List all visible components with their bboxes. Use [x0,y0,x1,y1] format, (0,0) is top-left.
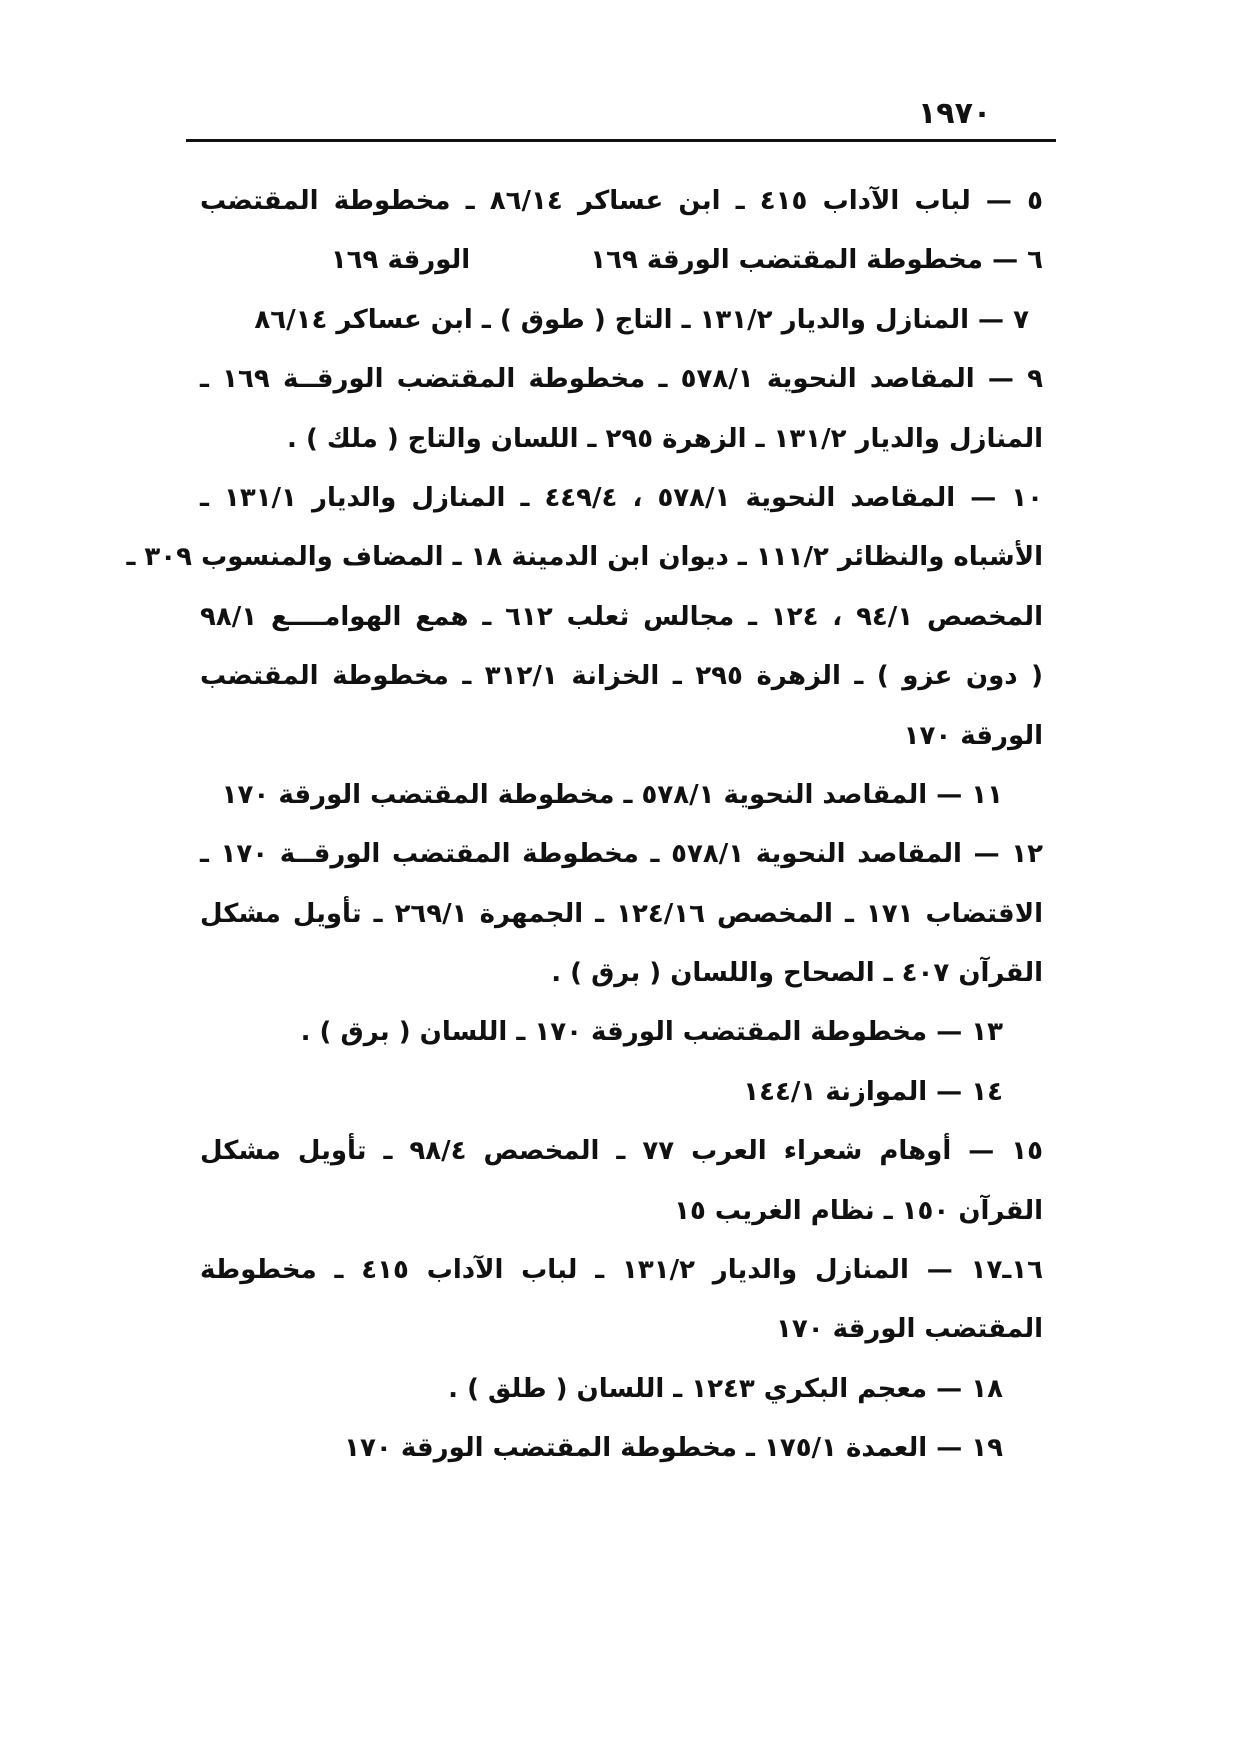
footnotes-block [126,172,1044,1479]
footnote-line: ١٥ — أوهام شعراء العرب ٧٧ ـ المخصص ٩٨/٤ ـ تأويل مشكل [200,1136,1043,1167]
footnote-line: الورقة ١٧٠ [903,720,1043,751]
footnote-line: القرآن ١٥٠ ـ نظام الغريب ١٥ [674,1195,1043,1226]
footnote-line: ٧ — المنازل والديار ١٣١/٢ ـ التاج ( طوق ) ـ ابن عساكر ٨٦/١٤ [254,304,1029,335]
header-rule [186,139,1056,142]
footnote-line: ١٣ — مخطوطة المقتضب الورقة ١٧٠ ـ اللسان ( برق ) . [300,1017,1003,1048]
footnote-line: ٩ — المقاصد النحوية ٥٧٨/١ ـ مخطوطة المقتضب الورقــة ١٦٩ ـ [200,364,1043,395]
footnote-line: ١٤ — الموازنة ١٤٤/١ [743,1076,1003,1107]
page-number: ١٩٧٠ [918,96,992,131]
footnote-line: ( دون عزو ) ـ الزهرة ٢٩٥ ـ الخزانة ٣١٢/١ ـ مخطوطة المقتضب [200,661,1043,692]
footnote-line: ١١ — المقاصد النحوية ٥٧٨/١ ـ مخطوطة المقتضب الورقة ١٧٠ [221,779,1003,810]
footnote-line: الاقتضاب ١٧١ ـ المخصص ١٢٤/١٦ ـ الجمهرة ٢٦٩/١ ـ تأويل مشكل [200,898,1043,929]
footnote-line: المنازل والديار ١٣١/٢ ـ الزهرة ٢٩٥ ـ اللسان والتاج ( ملك ) . [287,423,1043,454]
footnote-line-part: ٦ — مخطوطة المقتضب الورقة ١٦٩ [590,245,1043,276]
footnote-line-part: الورقة ١٦٩ [330,245,471,276]
footnote-line: ١٠ — المقاصد النحوية ٥٧٨/١ ، ٤٤٩/٤ ـ المنازل والديار ١٣١/١ ـ [200,482,1043,513]
footnote-line: ٥ — لباب الآداب ٤١٥ ـ ابن عساكر ٨٦/١٤ ـ مخطوطة المقتضب [200,186,1043,216]
footnote-line: المخصص ٩٤/١ ، ١٢٤ ـ مجالس ثعلب ٦١٢ ـ همع الهوامــــع ٩٨/١ [200,601,1043,632]
footnote-line: القرآن ٤٠٧ ـ الصحاح واللسان ( برق ) . [551,958,1043,989]
footnote-line: ١٢ — المقاصد النحوية ٥٧٨/١ ـ مخطوطة المقتضب الورقــة ١٧٠ ـ [200,839,1043,870]
footnote-line: الأشباه والنظائر ١١١/٢ ـ ديوان ابن الدمينة ١٨ ـ المضاف والمنسوب ٣٠٩ ـ [126,542,1043,573]
footnote-line: المقتضب الورقة ١٧٠ [775,1314,1043,1345]
footnote-line: ١٦ـ١٧ — المنازل والديار ١٣١/٢ ـ لباب الآداب ٤١٥ ـ مخطوطة [200,1255,1044,1286]
footnote-line: ١٨ — معجم البكري ١٢٤٣ ـ اللسان ( طلق ) . [448,1373,1003,1404]
footnote-line: ١٩ — العمدة ١٧٥/١ ـ مخطوطة المقتضب الورقة ١٧٠ [344,1433,1003,1464]
footnote-line [200,231,1043,290]
